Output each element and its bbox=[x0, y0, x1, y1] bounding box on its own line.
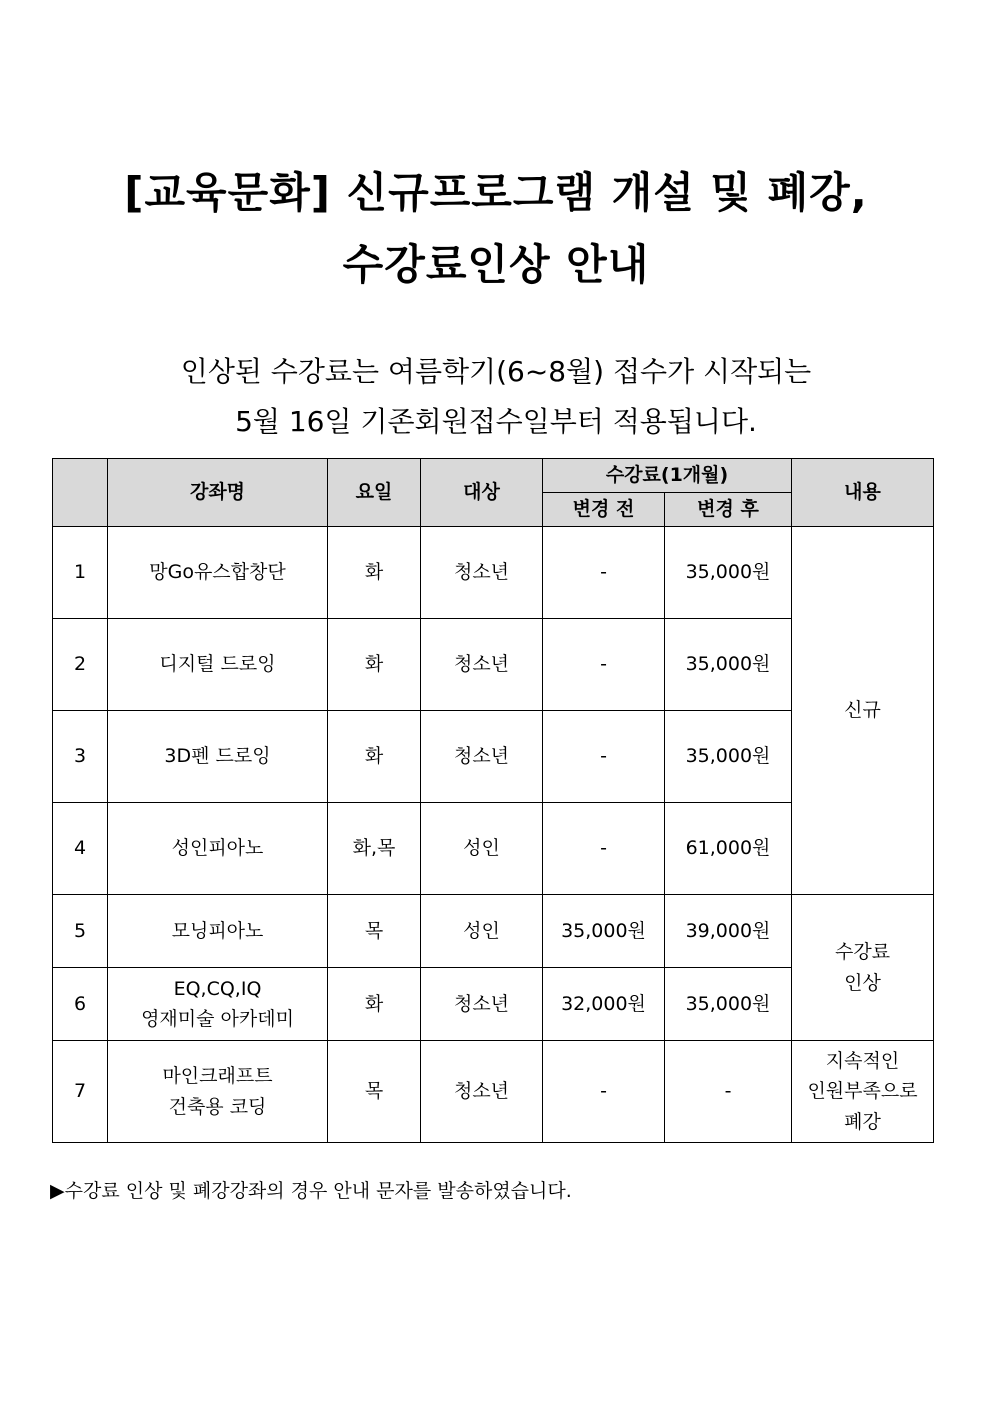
row-fee-before: - bbox=[543, 803, 665, 895]
content-fee-raise-line1: 수강료 bbox=[834, 941, 891, 964]
row-fee-after: 39,000원 bbox=[665, 895, 792, 968]
row-fee-after: 35,000원 bbox=[665, 527, 792, 619]
row-target: 성인 bbox=[421, 895, 543, 968]
row-target: 성인 bbox=[421, 803, 543, 895]
row-course-line1: 마인크래프트 bbox=[162, 1065, 273, 1088]
row-fee-before: - bbox=[543, 711, 665, 803]
row-target: 청소년 bbox=[421, 527, 543, 619]
header-content: 내용 bbox=[792, 459, 934, 527]
row-course: 모닝피아노 bbox=[108, 895, 328, 968]
header-course: 강좌명 bbox=[108, 459, 328, 527]
row-fee-after: 61,000원 bbox=[665, 803, 792, 895]
row-target: 청소년 bbox=[421, 968, 543, 1041]
row-fee-after: - bbox=[665, 1041, 792, 1143]
row-course: 3D펜 드로잉 bbox=[108, 711, 328, 803]
row-target: 청소년 bbox=[421, 1041, 543, 1143]
row-day: 목 bbox=[328, 895, 421, 968]
table-row bbox=[53, 527, 934, 619]
content-closed-line1: 지속적인 bbox=[825, 1049, 900, 1072]
row-course-line2: 영재미술 아카데미 bbox=[141, 1008, 294, 1030]
row-day: 화 bbox=[328, 711, 421, 803]
row-day: 화 bbox=[328, 619, 421, 711]
row-fee-after: 35,000원 bbox=[665, 968, 792, 1041]
table-header-row bbox=[53, 459, 934, 493]
page-title-line2: 수강료인상 안내 bbox=[342, 240, 650, 289]
footnote: ▶수강료 인상 및 폐강강좌의 경우 안내 문자를 발송하였습니다. bbox=[50, 1180, 572, 1202]
content-fee-raise-line2: 인상 bbox=[844, 971, 881, 994]
row-fee-before: 32,000원 bbox=[543, 968, 665, 1041]
row-no: 2 bbox=[53, 619, 108, 711]
content-closed-line3: 폐강 bbox=[844, 1110, 881, 1133]
row-no: 1 bbox=[53, 527, 108, 619]
row-no: 6 bbox=[53, 968, 108, 1041]
row-course bbox=[108, 1041, 328, 1143]
row-fee-before: - bbox=[543, 1041, 665, 1143]
subtitle-line2: 5월 16일 기존회원접수일부터 적용됩니다. bbox=[235, 405, 757, 438]
content-closed-line2: 인원부족으로 bbox=[807, 1080, 918, 1103]
header-target: 대상 bbox=[421, 459, 543, 527]
course-fee-table bbox=[52, 458, 934, 1143]
row-no: 4 bbox=[53, 803, 108, 895]
row-no: 3 bbox=[53, 711, 108, 803]
content-closed bbox=[792, 1041, 934, 1143]
row-no: 7 bbox=[53, 1041, 108, 1143]
row-course: 망Go유스합창단 bbox=[108, 527, 328, 619]
row-course-line2: 건축용 코딩 bbox=[168, 1095, 267, 1118]
table-row bbox=[53, 1041, 934, 1143]
content-fee-raise bbox=[792, 895, 934, 1041]
row-day: 목 bbox=[328, 1041, 421, 1143]
row-day: 화,목 bbox=[328, 803, 421, 895]
row-course: 성인피아노 bbox=[108, 803, 328, 895]
content-new: 신규 bbox=[792, 527, 934, 895]
header-no bbox=[53, 459, 108, 527]
row-day: 화 bbox=[328, 527, 421, 619]
header-day: 요일 bbox=[328, 459, 421, 527]
row-fee-after: 35,000원 bbox=[665, 711, 792, 803]
subtitle-line1: 인상된 수강료는 여름학기(6~8월) 접수가 시작되는 bbox=[180, 355, 812, 388]
row-target: 청소년 bbox=[421, 711, 543, 803]
row-day: 화 bbox=[328, 968, 421, 1041]
row-course-line1: EQ,CQ,IQ bbox=[173, 977, 262, 1000]
row-fee-before: - bbox=[543, 619, 665, 711]
header-fee: 수강료(1개월) bbox=[543, 459, 792, 493]
header-before: 변경 전 bbox=[543, 493, 665, 527]
row-course bbox=[108, 968, 328, 1041]
row-fee-before: 35,000원 bbox=[543, 895, 665, 968]
row-fee-before: - bbox=[543, 527, 665, 619]
row-fee-after: 35,000원 bbox=[665, 619, 792, 711]
row-target: 청소년 bbox=[421, 619, 543, 711]
header-after: 변경 후 bbox=[665, 493, 792, 527]
page-title-line1: [교육문화] 신규프로그램 개설 및 폐강, bbox=[124, 168, 868, 217]
row-course: 디지털 드로잉 bbox=[108, 619, 328, 711]
row-no: 5 bbox=[53, 895, 108, 968]
table-row bbox=[53, 895, 934, 968]
